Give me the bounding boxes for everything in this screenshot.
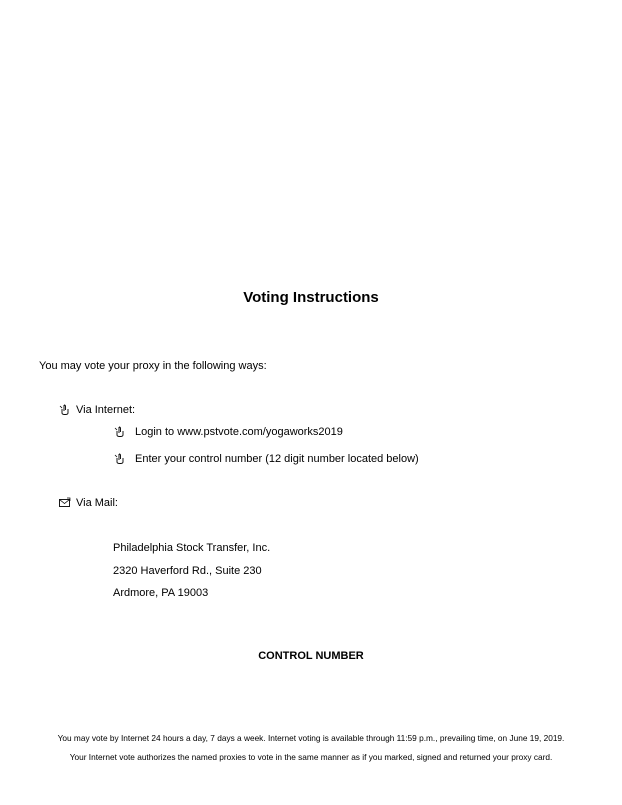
- footer-note-hours: You may vote by Internet 24 hours a day, 7 days a week. Internet voting is available through 11:59 p.m., prevailing time, on June 19, 2019.: [57, 733, 565, 743]
- via-internet-label: Via Internet:: [76, 404, 136, 416]
- envelope-icon: [59, 497, 71, 509]
- internet-step-control-number-text: Enter your control number (12 digit number located below): [135, 453, 419, 465]
- internet-step-control-number: [114, 453, 434, 467]
- mail-address-line: Ardmore, PA 19003: [113, 587, 209, 599]
- mouse-icon: [114, 453, 126, 465]
- intro-text: You may vote your proxy in the following ways:: [39, 360, 267, 372]
- via-mail-item: [59, 497, 259, 511]
- via-mail-label: Via Mail:: [76, 497, 118, 509]
- document-title: Voting Instructions: [243, 289, 379, 306]
- internet-step-login: [114, 426, 414, 440]
- mouse-icon: [114, 426, 126, 438]
- mail-address-line: Philadelphia Stock Transfer, Inc.: [113, 542, 271, 554]
- mouse-icon: [59, 404, 71, 416]
- internet-step-login-text: Login to www.pstvote.com/yogaworks2019: [135, 426, 343, 438]
- via-internet-item: [59, 404, 259, 418]
- mail-address-line: 2320 Haverford Rd., Suite 230: [113, 565, 262, 577]
- footer-note-authorization: Your Internet vote authorizes the named proxies to vote in the same manner as if you marked, signed and returned your proxy card.: [69, 752, 553, 762]
- control-number-label: CONTROL NUMBER: [258, 650, 364, 662]
